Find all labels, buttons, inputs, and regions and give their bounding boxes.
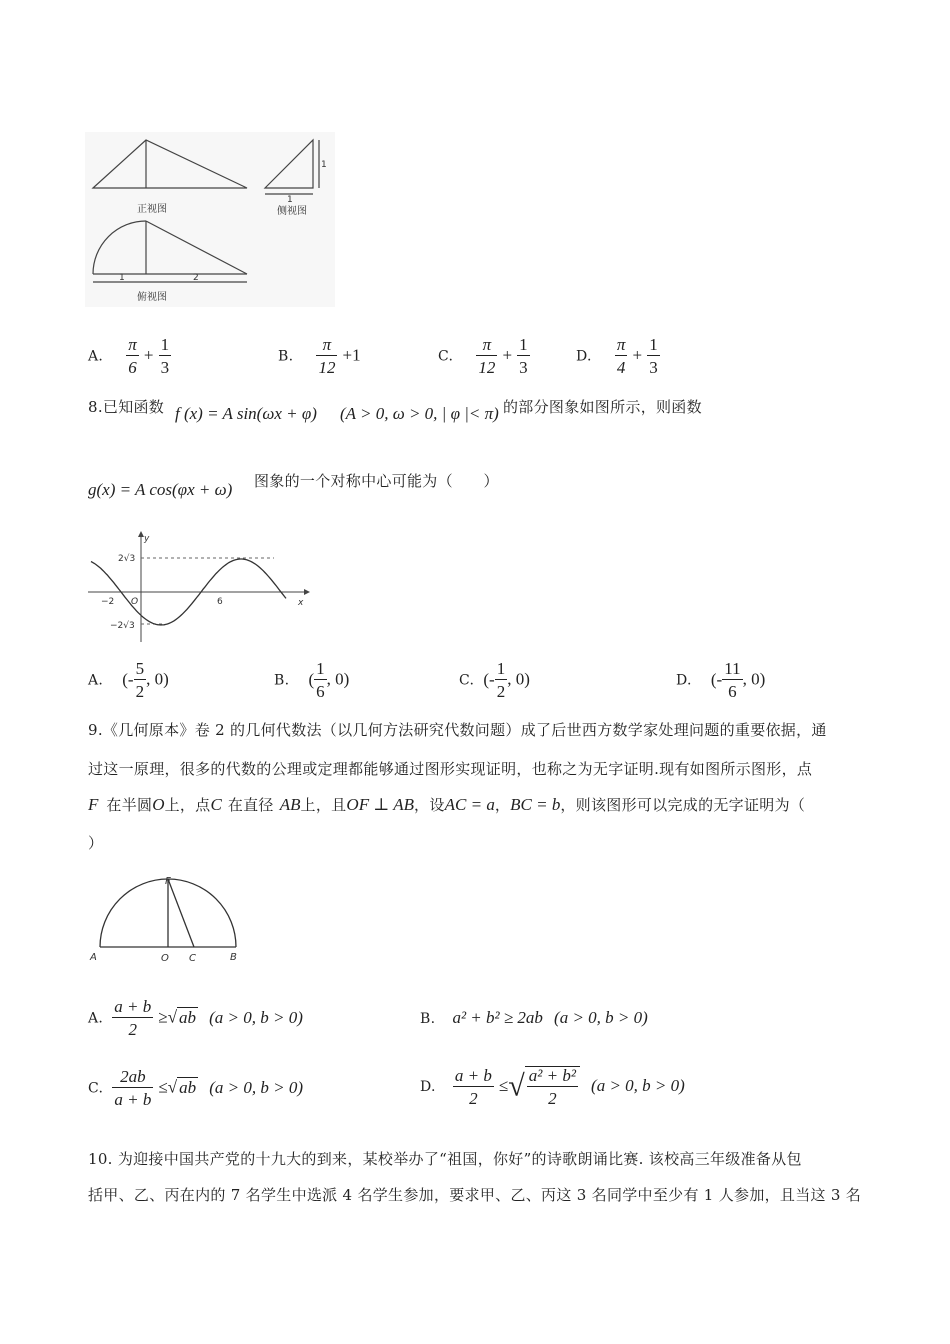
fraction: $\frac{\pi}{12}$	[478, 335, 496, 377]
q8-condition: (A > 0, ω > 0, | φ |< π)	[340, 404, 499, 423]
fraction: $\frac{1}{2}$	[496, 659, 506, 701]
neg-two-label: −2	[101, 597, 115, 607]
option-letter: B.	[274, 672, 290, 689]
q7-option-d[interactable]: D. $\frac{\pi}{4}$ + $\frac{1}{3}$	[576, 335, 658, 377]
option-letter: A.	[88, 1010, 104, 1027]
q9-line-2: 过这一原理，很多的代数的公理或定理都能够通过图形实现证明，也称之为无字证明.现有如图所示图形，点	[88, 760, 813, 778]
top-view-label: 俯视图	[137, 292, 167, 303]
fraction: $\frac{\pi}{4}$	[616, 335, 626, 377]
point-o-label: O	[161, 953, 169, 964]
point-a-label: A	[90, 952, 97, 963]
q9-option-a[interactable]: A. $\frac{a + b}{2}$ ≥√ ab (a > 0, b > 0)	[88, 997, 303, 1039]
option-letter: A.	[88, 348, 104, 365]
fraction: $\frac{\pi}{12}$	[318, 335, 336, 377]
q9-option-c[interactable]: C. $\frac{2ab}{a + b}$ ≤√ ab (a > 0, b > 0)	[88, 1067, 303, 1109]
fraction: $\frac{1}{3}$	[649, 335, 658, 377]
q9-line-1: 9.《几何原本》卷 2 的几何代数法（以几何方法研究代数问题）成了后世西方数学家处理问题的重要依据，通	[88, 721, 827, 739]
q9-option-d[interactable]: D. $\frac{a + b}{2}$ ≤√ $\frac{\text{a² + b²}}{2}$ (a > 0, b > 0)	[420, 1065, 685, 1108]
six-label: 6	[217, 597, 223, 607]
fraction: $\frac{\pi}{6}$	[128, 335, 137, 377]
q8-tail: 图象的一个对称中心可能为（ ）	[254, 472, 499, 490]
q8-option-b[interactable]: B. ( $\frac{1}{6}$ , 0)	[274, 659, 350, 701]
option-letter: D.	[576, 348, 592, 365]
option-letter: D.	[420, 1079, 436, 1095]
q9-semicircle-figure	[88, 872, 248, 967]
origin-label: O	[131, 597, 139, 607]
q8-option-a[interactable]: A. (- $\frac{5}{2}$ , 0)	[88, 659, 169, 701]
option-letter: B.	[420, 1011, 436, 1027]
q8-g-expression: g(x) = A cos(φx + ω)	[88, 480, 233, 499]
q7-option-a[interactable]: A. $\frac{\pi}{6}$ + $\frac{1}{3}$	[88, 335, 170, 377]
q9-option-b[interactable]: B. a² + b² ≥ 2ab (a > 0, b > 0)	[420, 1008, 648, 1027]
option-letter: C.	[88, 1080, 104, 1097]
q8-option-c[interactable]: C. (- $\frac{1}{2}$ , 0)	[459, 659, 530, 701]
fraction: $\frac{5}{2}$	[135, 659, 145, 701]
q8-option-d[interactable]: D. (- $\frac{11}{6}$ , 0)	[676, 659, 766, 701]
fraction: $\frac{1}{6}$	[316, 659, 325, 701]
q9-line-3: F 在半圆O上，点C 在直径 AB上，且OF ⊥ AB，设AC = a，BC = b，则该图形可以完成的无字证明为（	[88, 795, 806, 814]
q7-option-c[interactable]: C. $\frac{\pi}{12}$ + $\frac{1}{3}$	[438, 335, 528, 377]
q8-sine-graph	[86, 530, 311, 645]
top-dim-2-label: 2	[193, 273, 199, 283]
option-letter: A.	[88, 672, 104, 689]
q7-option-b[interactable]: B. $\frac{\pi}{12}$ +1	[278, 335, 361, 377]
fraction: $\frac{11}{6}$	[724, 659, 741, 701]
fraction: $\frac{\text{a² + b²}}{2}$	[525, 1066, 580, 1107]
max-value-label: 2√3	[118, 554, 136, 564]
q9-line-4: ）	[88, 834, 104, 852]
fraction: $\frac{a + b}{2}$	[454, 1065, 492, 1108]
point-b-label: B	[230, 952, 237, 963]
q10-line-1: 10. 为迎接中国共产党的十九大的到来，某校举办了“祖国，你好”的诗歌朗诵比赛. 该校高三年级准备从包	[88, 1150, 802, 1168]
side-height-label: 1	[321, 160, 327, 170]
fraction: $\frac{1}{3}$	[160, 335, 170, 377]
x-axis-arrow	[304, 589, 310, 595]
fraction: $\frac{2ab}{a + b}$	[114, 1067, 152, 1109]
side-view-label: 侧视图	[277, 206, 307, 217]
q10-line-2: 括甲、乙、丙在内的 7 名学生中选派 4 名学生参加，要求甲、乙、丙这 3 名同学中至少有 1 人参加，且当这 3 名	[88, 1186, 862, 1204]
segment-fc	[168, 879, 194, 947]
point-f-label: F	[165, 876, 171, 887]
q8-suffix: 的部分图象如图所示，则函数	[503, 398, 702, 416]
q8-f-expression: f (x) = A sin(ωx + φ)	[175, 404, 317, 423]
y-axis-label: y	[144, 534, 150, 544]
option-letter: C.	[459, 672, 475, 689]
three-view-figure	[85, 132, 335, 307]
x-axis-label: x	[298, 598, 304, 608]
q8-prefix: 8.已知函数	[88, 398, 165, 416]
option-letter: B.	[278, 348, 294, 365]
option-letter: C.	[438, 348, 454, 365]
front-view-label: 正视图	[137, 204, 167, 215]
top-dim-1-label: 1	[119, 273, 125, 283]
side-width-label: 1	[287, 195, 293, 205]
min-value-label: −2√3	[110, 621, 135, 631]
point-c-label: C	[189, 953, 196, 964]
fraction: $\frac{1}{3}$	[519, 335, 528, 377]
fraction: $\frac{a + b}{2}$	[114, 997, 152, 1039]
option-letter: D.	[676, 672, 692, 689]
